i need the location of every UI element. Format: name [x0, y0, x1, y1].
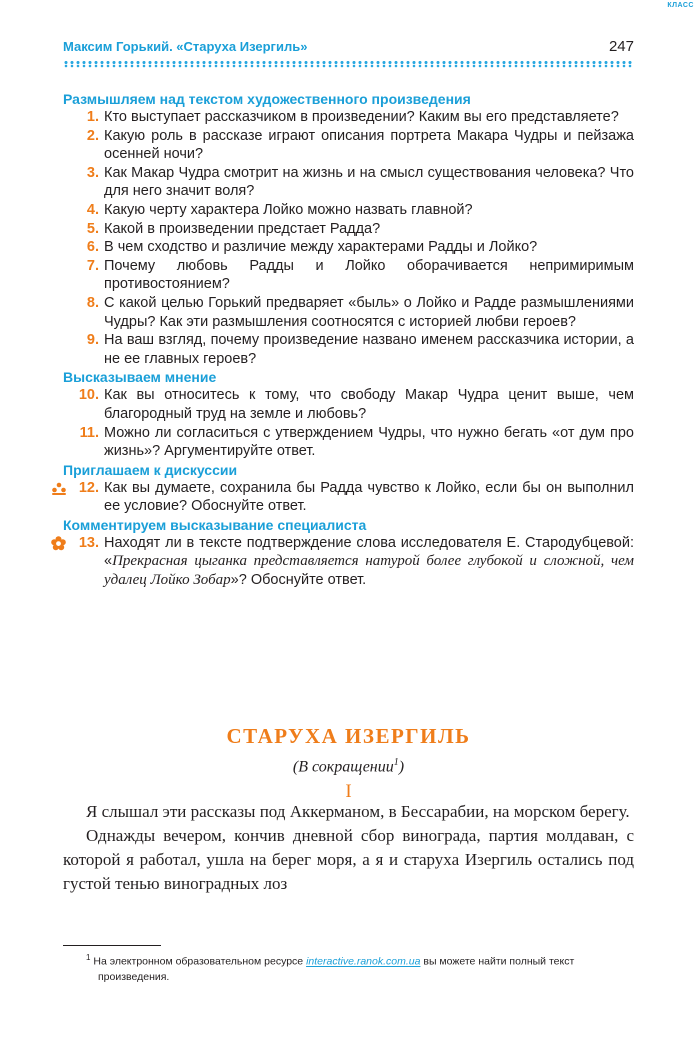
question-text: Как Макар Чудра смотрит на жизнь и на смысл существования человека? Что для него значит воля?	[104, 164, 634, 200]
footnote-number: 1	[86, 953, 91, 962]
section-heading: Высказываем мнение	[63, 369, 217, 386]
story-heading	[63, 722, 634, 804]
question-6	[63, 238, 634, 257]
question-text: Можно ли согласиться с утверждением Чудры, что нужно бегать «от дум про жизнь»? Аргументируйте ответ.	[104, 424, 634, 460]
footnote-mark: 1	[393, 757, 399, 768]
question-4	[63, 201, 634, 220]
question-number: 5.	[86, 220, 99, 237]
question-number: 9.	[86, 332, 99, 349]
question-number: 12.	[78, 479, 99, 496]
flower-icon	[51, 536, 66, 551]
question-number: 11.	[79, 424, 99, 441]
section-commentary	[63, 516, 634, 590]
question-text: Почему любовь Радды и Лойко оборачивается непримиримым противостоянием?	[104, 257, 634, 293]
question-2	[63, 127, 634, 164]
section-reflect	[63, 90, 634, 368]
section-heading: Комментируем высказывание специалиста	[63, 516, 367, 533]
story-text	[63, 800, 634, 896]
question-number: 1.	[86, 109, 99, 125]
dotted-divider	[63, 60, 634, 68]
story-subtitle: (В сокращении$^1$)	[292, 757, 405, 776]
question-number: 13.	[78, 534, 99, 551]
question-number: 8.	[86, 294, 99, 311]
section-heading: Приглашаем к дискуссии	[63, 461, 238, 478]
group-discussion-icon	[51, 482, 67, 495]
section-heading: Размышляем над текстом художественного произведения	[63, 91, 471, 107]
question-7	[63, 257, 634, 294]
story-title: СТАРУХА ИЗЕРГИЛЬ	[226, 724, 471, 748]
running-title: Максим Горький. «Старуха Изергиль»	[63, 39, 308, 54]
paragraph: Я слышал эти рассказы под Аккерманом, в Бессарабии, на морском берегу.	[86, 802, 630, 821]
questions-block	[63, 90, 634, 590]
page-header	[63, 38, 634, 55]
question-5	[63, 220, 634, 239]
question-text: В чем сходство и различие между характерами Радды и Лойко?	[104, 239, 538, 256]
question-11	[63, 424, 634, 461]
question-number: 4.	[86, 201, 99, 218]
corner-mark: КЛАСС	[667, 2, 694, 9]
question-13	[63, 534, 634, 590]
section-opinion	[63, 368, 634, 460]
quote-text: Прекрасная цыганка представляется натурой более глубокой и сложной, чем удалец Лойко Зобар	[104, 553, 634, 589]
chapter-number: I	[345, 781, 352, 803]
question-9	[63, 331, 634, 368]
question-text: Находят ли в тексте подтверждение слова исследователя Е. Стародубцевой: «Прекрасная цыганка представляется натурой более глубокой и сложной, чем удалец Лойко Зобар»? Обоснуйте ответ.	[104, 534, 634, 589]
question-number: 6.	[86, 239, 99, 256]
question-text: Какую черту характера Лойко можно назвать главной?	[104, 201, 473, 218]
question-text: Какую роль в рассказе играют описания портрета Макара Чудры и пейзажа осенней ночи?	[104, 127, 634, 163]
question-8	[63, 294, 634, 331]
footnote: $^1$ На электронном образовательном ресурсе interactive.ranok.com.ua вы можете найти полный текст произведения.	[86, 953, 575, 983]
question-number: 10.	[78, 387, 99, 404]
question-number: 2.	[86, 127, 99, 144]
section-discussion	[63, 461, 634, 516]
question-12	[63, 479, 634, 516]
resource-link[interactable]: interactive.ranok.com.ua	[306, 955, 421, 968]
page-number: 247	[608, 38, 634, 55]
question-3	[63, 164, 634, 201]
question-number: 3.	[86, 164, 99, 181]
question-text: Какой в произведении предстает Радда?	[104, 220, 381, 237]
footnote-rule	[63, 945, 161, 946]
question-text: Кто выступает рассказчиком в произведении? Каким вы его представляете?	[104, 109, 619, 125]
question-text: С какой целью Горький предваряет «быль» о Лойко и Радде размышлениями Чудры? Как эти размышления соотносятся с историей любви героев?	[104, 294, 634, 330]
question-text: Как вы думаете, сохранила бы Радда чувство к Лойко, если бы он выполнил ее условие? Обоснуйте ответ.	[104, 479, 634, 515]
question-text: На ваш взгляд, почему произведение названо именем рассказчика истории, а не ее главных героев?	[104, 332, 634, 367]
question-text: Как вы относитесь к тому, что свободу Макар Чудра ценит выше, чем благородный труд на земле и любовь?	[104, 387, 634, 422]
question-10	[63, 386, 634, 423]
question-1	[63, 108, 634, 127]
paragraph: Однажды вечером, кончив дневной сбор винограда, партия молдаван, с которой я работал, ушла на берег моря, а я и старуха Изергиль остались под густой тенью виноградных лоз	[63, 826, 634, 893]
question-number: 7.	[86, 257, 99, 274]
